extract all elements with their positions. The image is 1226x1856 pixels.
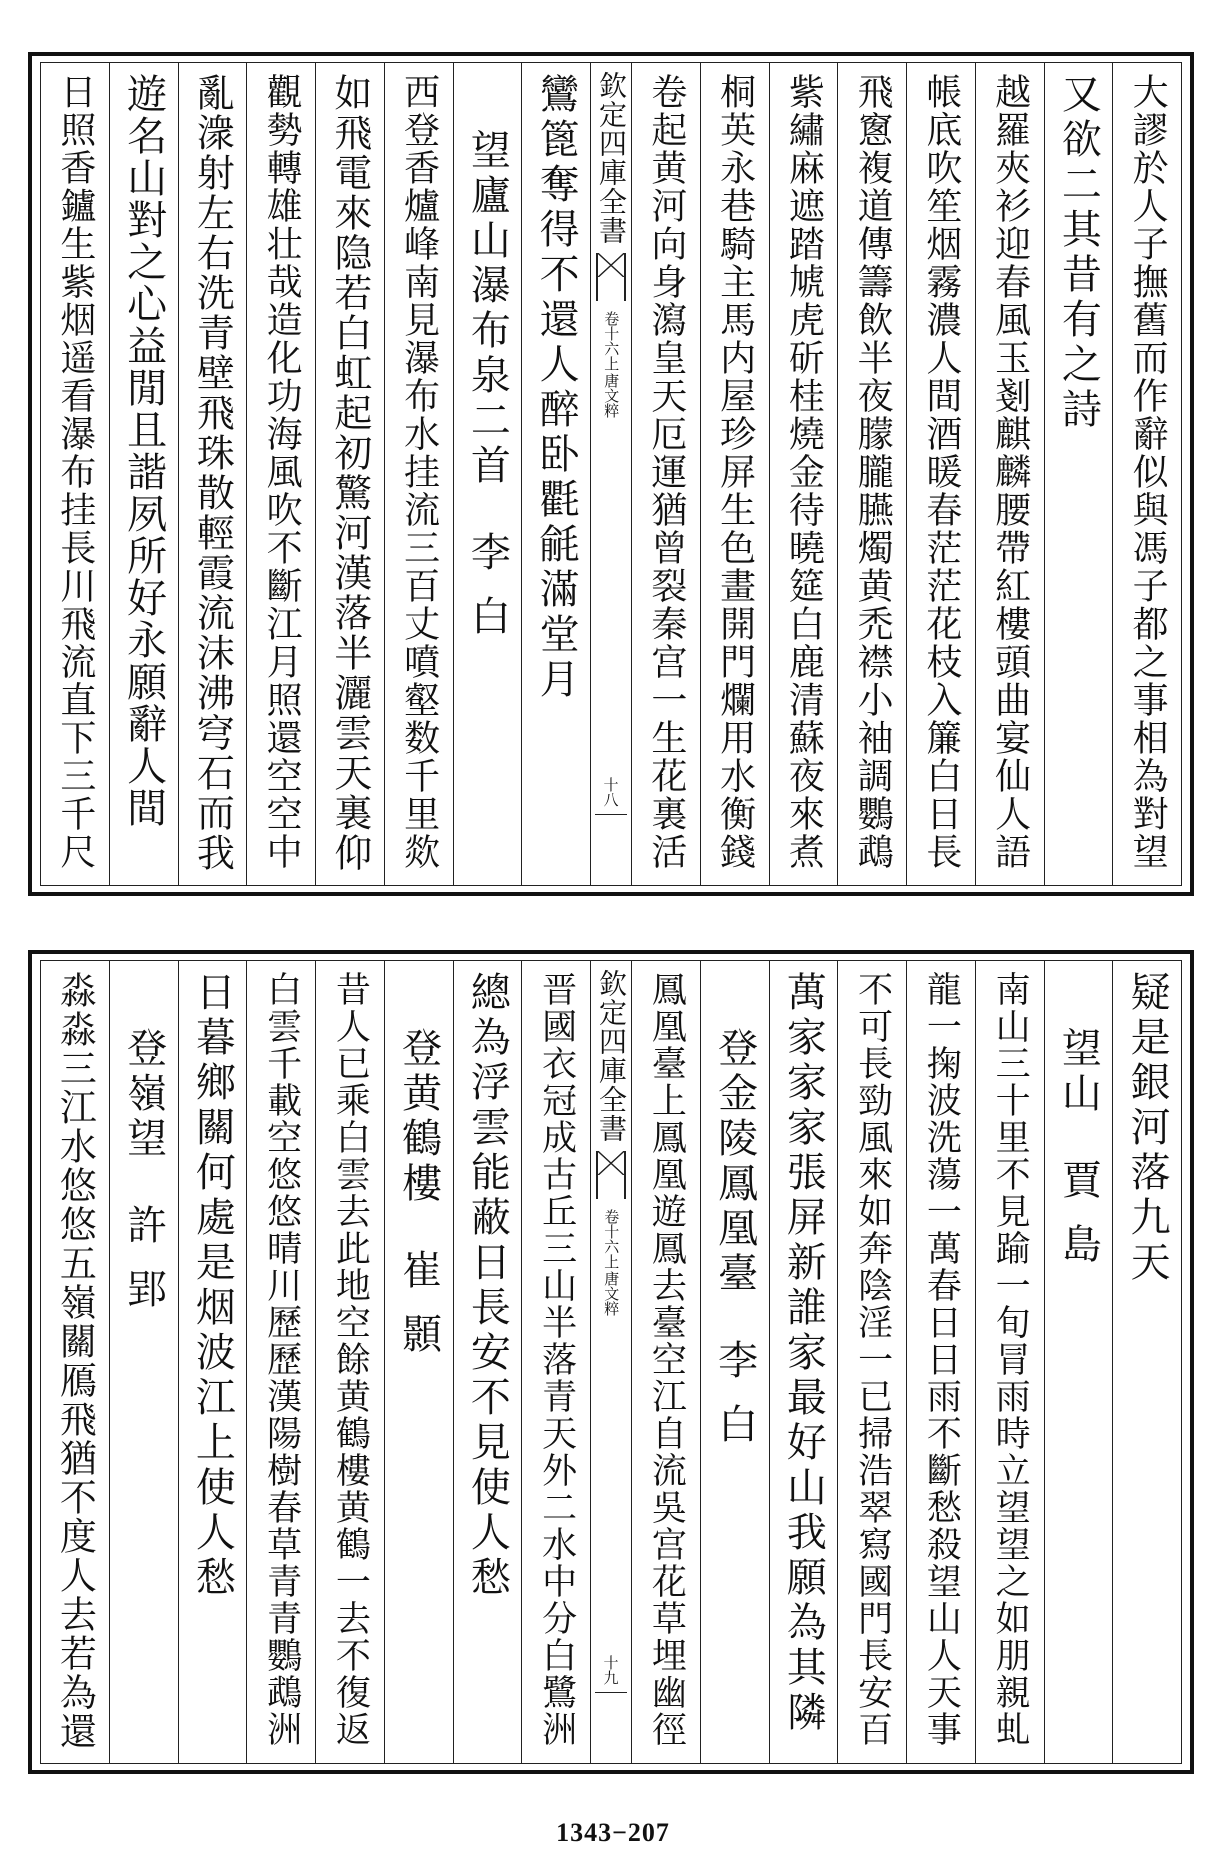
column-text: 淼淼三江水悠悠五嶺關鴈飛猶不度人去若為還 — [53, 971, 97, 1751]
library-title: 欽定四庫全書 — [595, 969, 628, 1143]
text-column — [521, 63, 590, 885]
text-column — [109, 63, 178, 885]
column-text: 遊名山對之心益閒且諧夙所好永願辭人間 — [120, 73, 167, 829]
text-column — [521, 961, 590, 1763]
volume-number: 卷十六上 — [602, 1209, 621, 1269]
column-text: 亂潨射左右洗青壁飛珠散輕霞流沫沸穹石而我 — [190, 73, 235, 873]
poem-title: 望山 — [1055, 1027, 1102, 1117]
poem-author: 李白 — [464, 531, 511, 659]
leaf-number: 十九 — [601, 1655, 620, 1685]
text-column — [1112, 961, 1181, 1763]
fishtail-mark-icon — [596, 253, 626, 301]
poem-title-column — [1044, 961, 1113, 1763]
poem-author: 李白 — [711, 1339, 758, 1467]
text-column — [1044, 63, 1113, 885]
column-text: 西登香爐峰南見瀑布水挂流三百丈噴壑数千里欻 — [398, 73, 440, 871]
text-column — [837, 63, 906, 885]
column-text: 越羅夾衫迎春風玉剗麒麟腰帶紅樓頭曲宴仙人語 — [989, 73, 1031, 871]
text-column — [700, 63, 769, 885]
poem-title-column — [453, 63, 522, 885]
column-text: 觀勢轉雄壮哉造化功海風吹不斷江月照還空空中 — [261, 73, 303, 871]
column-text: 晋國衣冠成古丘三山半落青天外二水中分白鷺洲 — [536, 971, 577, 1748]
text-column — [384, 63, 453, 885]
column-text: 白雲千載空悠悠晴川歷歷漢陽樹春草青青鸚鵡洲 — [261, 971, 302, 1748]
gutter-divider — [595, 1692, 627, 1693]
poem-author: 崔顥 — [395, 1249, 442, 1377]
column-text: 又欲二其昔有之詩 — [1055, 73, 1102, 433]
text-column — [315, 63, 384, 885]
top-page — [28, 52, 1194, 896]
column-text: 鸞篦奪得不還人醉卧氍毹滿堂月 — [533, 73, 580, 703]
text-column — [906, 63, 975, 885]
text-column — [246, 961, 315, 1763]
fishtail-mark-icon — [596, 1151, 626, 1199]
volume-number: 卷十六上 — [602, 311, 621, 371]
text-column — [453, 961, 522, 1763]
bottom-page-columns — [40, 960, 1182, 1764]
column-text: 帳底吹笙烟霧濃人間酒暖春茫茫花枝入簾白日長 — [920, 73, 962, 871]
poem-title-column — [384, 961, 453, 1763]
poem-author: 許郢 — [120, 1204, 167, 1332]
gutter-divider — [595, 814, 627, 815]
column-text: 如飛電來隐若白虹起初驚河漢落半灑雲天裏仰 — [327, 73, 372, 873]
text-column — [315, 961, 384, 1763]
column-text: 紫繡麻遮踏虓虎斫桂燒金待曉筵白鹿清蘇夜來煮 — [783, 73, 825, 871]
text-column — [631, 961, 700, 1763]
text-column — [975, 961, 1044, 1763]
text-column — [975, 63, 1044, 885]
poem-author: 賈島 — [1055, 1159, 1102, 1287]
poem-title: 登金陵鳳凰臺 — [711, 1027, 758, 1297]
leaf-number: 十八 — [601, 777, 620, 807]
text-column — [178, 63, 247, 885]
text-column — [41, 961, 109, 1763]
poem-title: 登嶺望 — [120, 1027, 167, 1162]
column-text: 總為浮雲能蔽日長安不見使人愁 — [464, 971, 511, 1601]
column-text: 萬家家家張屏新誰家最好山我願為其隣 — [780, 971, 827, 1736]
text-column — [769, 961, 838, 1763]
center-gutter — [590, 63, 631, 885]
column-text: 昔人已乘白雲去此地空餘黄鶴樓黄鶴一去不復返 — [330, 971, 371, 1748]
column-text: 鳳凰臺上鳳凰遊鳳去臺空江自流吳宫花草埋幽徑 — [646, 971, 687, 1748]
column-text: 南山三十里不見踰一旬冐雨時立望望之如朋親虬 — [990, 971, 1031, 1748]
column-text: 大謬於人子撫舊而作辭似與馮子都之事相為對望 — [1127, 73, 1169, 871]
poem-title: 登黄鶴樓 — [395, 1027, 442, 1207]
poem-title-column — [109, 961, 178, 1763]
text-column — [41, 63, 109, 885]
column-text: 疑是銀河落九天 — [1124, 971, 1171, 1286]
text-column — [246, 63, 315, 885]
book-name: 唐文粹 — [602, 373, 621, 418]
library-title: 欽定四庫全書 — [595, 71, 628, 245]
text-column — [769, 63, 838, 885]
text-column — [631, 63, 700, 885]
column-text: 日暮鄉關何處是烟波江上使人愁 — [189, 971, 236, 1601]
page-code: 1343−207 — [556, 1818, 670, 1847]
column-text: 龍一掬波洗蕩一萬春日日雨不斷愁殺望山人天事 — [921, 971, 962, 1748]
poem-title-column — [700, 961, 769, 1763]
text-column — [906, 961, 975, 1763]
book-name: 唐文粹 — [602, 1271, 621, 1316]
book-volume-label — [603, 1209, 620, 1316]
column-text: 飛窻複道傳籌飲半夜朦朧臙燭黄禿襟小袖調鸚鵡 — [852, 73, 894, 871]
text-column — [178, 961, 247, 1763]
text-column — [1112, 63, 1181, 885]
column-text: 卷起黄河向身瀉皇天厄運猶曾裂秦宫一生花裏活 — [645, 73, 687, 871]
column-text: 日照香鑪生紫烟遥看瀑布挂長川飛流直下三千尺 — [54, 73, 96, 871]
book-volume-label — [603, 311, 620, 418]
column-text: 不可長勁風來如奔陰淫一已掃浩翠寫國門長安百 — [852, 971, 893, 1748]
bottom-page — [28, 950, 1194, 1774]
top-page-columns — [40, 62, 1182, 886]
column-text: 桐英永巷騎主馬内屋珍屏生色畫開門爛用水衡錢 — [714, 73, 756, 871]
center-gutter — [590, 961, 631, 1763]
poem-title: 望廬山瀑布泉二首 — [464, 129, 511, 489]
text-column — [837, 961, 906, 1763]
